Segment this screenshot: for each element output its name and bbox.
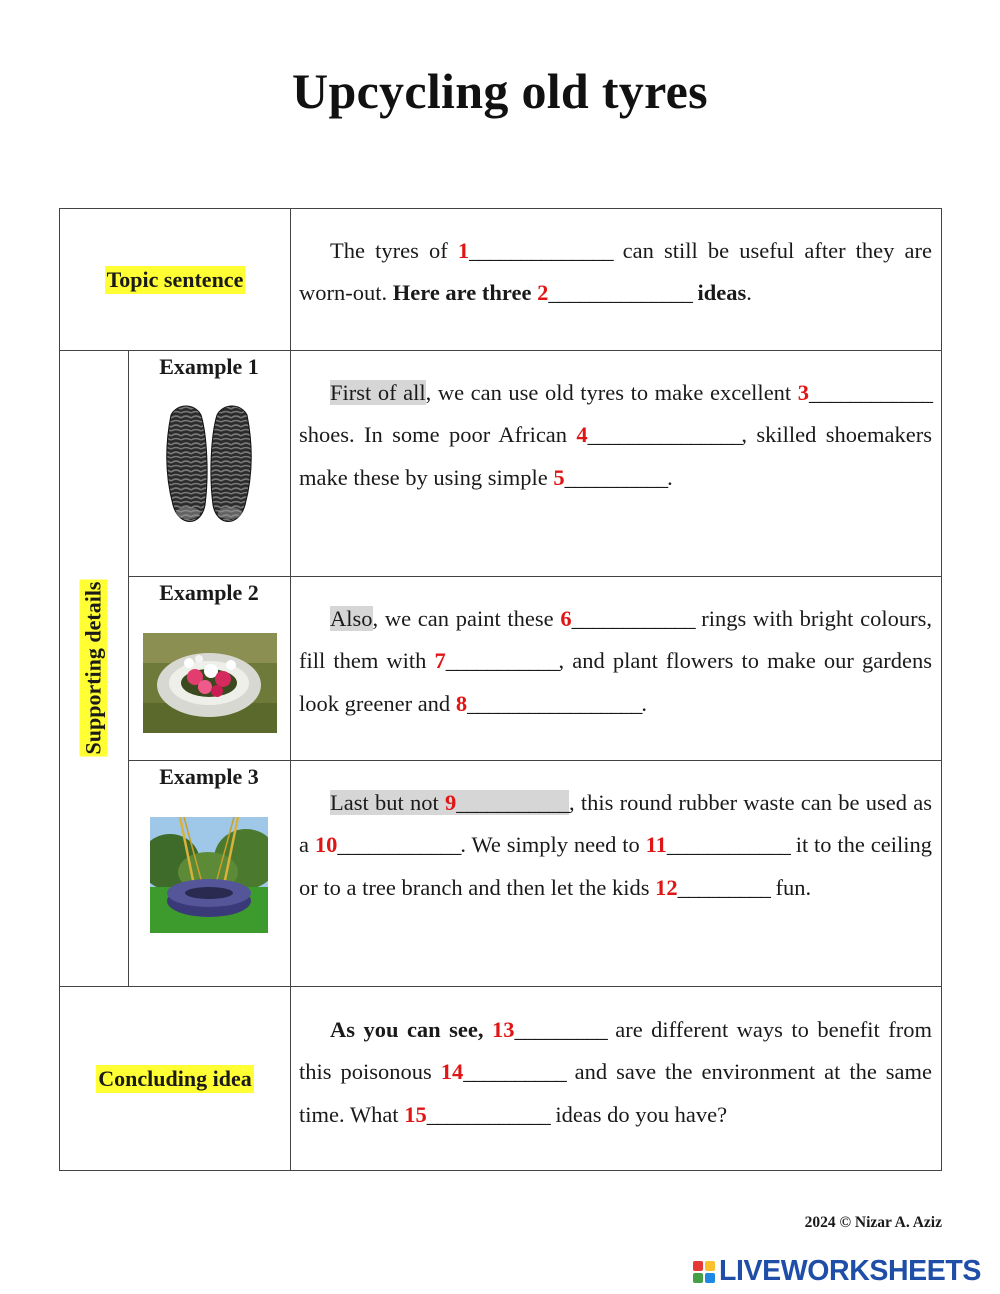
blank-15[interactable]: ____________ xyxy=(426,1101,550,1127)
tyre-sandals-image xyxy=(161,405,257,527)
worksheet-table xyxy=(59,208,942,1171)
blank-1[interactable]: ______________ xyxy=(469,238,613,263)
copyright-footer: 2024 © Nizar A. Aziz xyxy=(804,1214,942,1231)
brand-name: LIVEWORKSHEETS xyxy=(719,1255,982,1287)
liveworksheets-brand[interactable] xyxy=(693,1255,981,1288)
blank-11[interactable]: ____________ xyxy=(666,832,790,858)
topic-sentence-label: Topic sentence xyxy=(106,266,244,292)
blank-10[interactable]: ____________ xyxy=(337,832,461,858)
example-2-paragraph: Also, we can paint these 6____________ rings with bright colours, fill them with 7___________, and plant flowers to make our gardens look greener and 8_________________. xyxy=(299,606,932,716)
blank-12[interactable]: _________ xyxy=(677,874,770,900)
blank-2[interactable]: ______________ xyxy=(548,280,692,306)
blank-6[interactable]: ____________ xyxy=(571,606,695,631)
example-1-paragraph: First of all, we can use old tyres to make excellent 3____________ shoes. In some poor African 4_______________, skilled shoemakers make these by using simple 5__________. xyxy=(299,380,932,490)
blank-7[interactable]: ___________ xyxy=(445,648,559,674)
blank-8[interactable]: _________________ xyxy=(467,690,642,716)
supporting-details-label: Supporting details xyxy=(80,581,106,755)
example-2-heading: Example 2 xyxy=(159,580,259,605)
example-1-heading: Example 1 xyxy=(159,354,259,379)
blank-13[interactable]: _________ xyxy=(514,1017,607,1042)
blank-14[interactable]: __________ xyxy=(463,1059,566,1085)
page-title: Upcycling old tyres xyxy=(292,63,708,119)
concluding-idea-label: Concluding idea xyxy=(98,1065,252,1091)
blank-3[interactable]: ____________ xyxy=(809,380,932,405)
blank-9[interactable]: ___________ xyxy=(456,790,569,815)
blank-5[interactable]: __________ xyxy=(564,464,668,490)
example-3-paragraph: Last but not 9___________, this round rubber waste can be used as a 10____________. We simply need to 11____________ it to the ceiling or to a tree branch and then let the kids 12_________ fun. xyxy=(299,790,933,900)
liveworksheets-logo-icon xyxy=(693,1261,715,1283)
tyre-swing-image xyxy=(150,817,268,933)
blank-4[interactable]: _______________ xyxy=(587,422,742,448)
example-3-heading: Example 3 xyxy=(159,764,259,789)
tyre-planter-image xyxy=(143,633,277,733)
concluding-paragraph: As you can see, 13_________ are different ways to benefit from this poisonous 14__________ and save the environment at the same time. What 15____________ ideas do you have? xyxy=(299,1017,933,1127)
topic-paragraph: The tyres of 1______________ can still be useful after they are worn-out. Here are three 2______________ ideas. xyxy=(299,238,932,306)
